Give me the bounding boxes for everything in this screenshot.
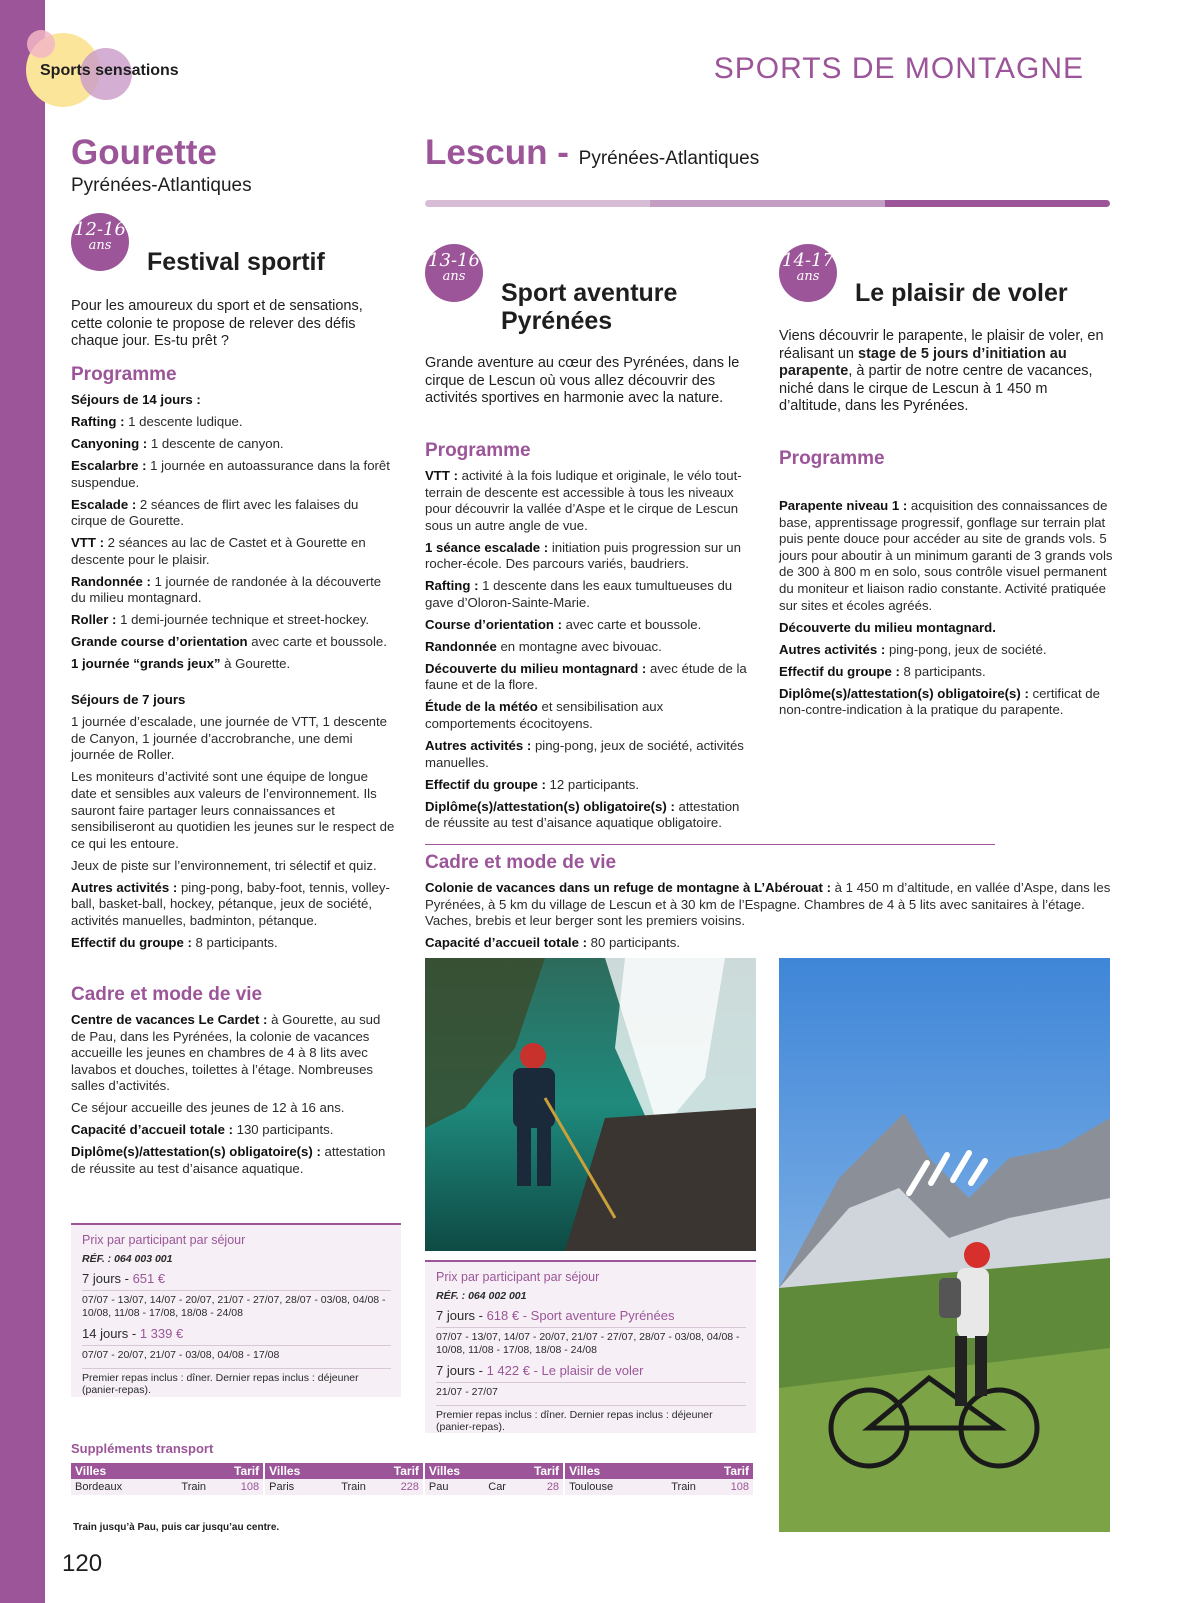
price-line xyxy=(436,1308,746,1323)
intro-part: Viens découvrir le parapente, le plaisir de voler, en réalisant un xyxy=(779,328,1104,362)
header-bar-dark xyxy=(885,200,1110,207)
line-label: Capacité d’accueil totale : xyxy=(425,935,587,951)
price-label: - Sport aventure Pyrénées xyxy=(519,1308,675,1323)
programme-line xyxy=(71,714,396,764)
price-amount: 1 422 € xyxy=(486,1363,530,1378)
plaisir-voler-intro xyxy=(779,328,1109,416)
price-line xyxy=(82,1271,391,1286)
price-amount: 651 € xyxy=(132,1271,166,1286)
gourette-cadre-body xyxy=(71,1012,396,1183)
city-cell: Bordeaux xyxy=(71,1479,158,1495)
cadre-line xyxy=(425,935,1115,952)
pink-circle-decoration xyxy=(27,30,55,58)
line-label: Effectif du groupe : xyxy=(71,934,192,950)
lescun-price-box xyxy=(425,1260,756,1433)
col-header-city: Villes xyxy=(424,1463,510,1479)
line-text: 80 participants. xyxy=(586,935,681,951)
line-text: acquisition des connaissances de base, apprentissage progressif, gonflage sur terrain plat puis pente douce pour accéder au site de grands vols. 5 jours pour aboutir à un minimum garanti de 3 grands vols de 300 à 800 m en solo, sous contrôle visuel permanent du moniteur et liaison radio constante. Activité pratiquée sur sites et écoles agréés. xyxy=(779,498,1113,613)
programme-line xyxy=(425,777,755,794)
programme-line xyxy=(71,634,396,651)
cadre-line xyxy=(71,1144,396,1177)
line-text: attestation de réussite au test d’aisance aquatique. xyxy=(71,1144,386,1176)
programme-line xyxy=(71,414,396,431)
programme-line xyxy=(779,642,1114,659)
price-heading: Prix par participant par séjour xyxy=(436,1270,600,1284)
gourette-intro: Pour les amoureux du sport et de sensations, cette colonie te propose de relever des défis chaque jour. Es-tu prêt ? xyxy=(71,298,363,350)
price-heading: Prix par participant par séjour xyxy=(82,1233,246,1247)
supplements-header-row xyxy=(71,1463,754,1479)
programme-line xyxy=(71,497,396,530)
programme-line xyxy=(425,639,755,656)
tarif-cell: 108 xyxy=(700,1479,754,1495)
header-bar-light xyxy=(425,200,650,207)
line-label: Roller : xyxy=(71,612,117,628)
line-text: à Gourette. xyxy=(220,656,291,672)
price-dates: 07/07 - 20/07, 21/07 - 03/08, 04/08 - 17/08 xyxy=(82,1345,391,1362)
age-unit: ans xyxy=(796,269,820,284)
line-text: avec carte et boussole. xyxy=(562,616,702,632)
line-text: 1 journée en autoassurance dans la forêt suspendue. xyxy=(71,457,390,490)
programme-line xyxy=(71,612,396,629)
gourette-items-7 xyxy=(71,692,396,951)
line-label: Effectif du groupe : xyxy=(425,776,546,792)
programme-line xyxy=(71,392,396,409)
line-label: Rafting : xyxy=(425,578,479,594)
line-text: activité à la fois ludique et originale, le vélo tout-terrain de descente est accessible à tous les niveaux pour découvrir la vallée d’Aspe et le cirque de Lescun sous un autre angle de vue. xyxy=(425,468,742,533)
age-badge-plaisir-voler xyxy=(779,244,837,302)
section-title: SPORTS DE MONTAGNE xyxy=(713,52,1084,85)
line-text: initiation puis progression sur un rocher-école. Des parcours variés, baudriers. xyxy=(425,539,741,572)
line-text: 12 participants. xyxy=(545,776,639,792)
programme-line xyxy=(71,880,396,930)
line-text: Jeux de piste sur l’environnement, tri sélectif et quiz. xyxy=(71,857,377,873)
line-text: 1 descente de canyon. xyxy=(147,435,284,451)
programme-line xyxy=(71,458,396,491)
mode-cell: Train xyxy=(318,1479,370,1495)
line-label: Autres activités : xyxy=(425,738,532,754)
camp-title-sport-aventure: Sport aventure Pyrénées xyxy=(501,279,678,335)
line-label: Course d’orientation : xyxy=(425,616,563,632)
mode-cell: Train xyxy=(648,1479,700,1495)
col-header-tarif: Tarif xyxy=(700,1463,754,1479)
line-label: Découverte du milieu montagnard. xyxy=(779,619,996,635)
programme-line xyxy=(425,468,755,534)
programme-line xyxy=(425,540,755,573)
line-label: Randonnée : xyxy=(71,573,151,589)
lescun-region: Pyrénées-Atlantiques xyxy=(578,148,760,169)
mode-cell: Car xyxy=(469,1479,510,1495)
camp-title-plaisir-voler: Le plaisir de voler xyxy=(855,279,1068,307)
header-bar-mid xyxy=(650,200,885,207)
col-header-tarif: Tarif xyxy=(210,1463,264,1479)
line-label: Autres activités : xyxy=(779,641,886,657)
canyoning-illustration xyxy=(425,958,756,1251)
supplements-data-row xyxy=(71,1479,754,1495)
age-unit: ans xyxy=(88,238,112,253)
price-dates: 07/07 - 13/07, 14/07 - 20/07, 21/07 - 27/07, 28/07 - 03/08, 04/08 - 10/08, 11/08 - 17/08, 18/08 - 24/08 xyxy=(436,1327,746,1357)
sport-aventure-programme-body xyxy=(425,468,755,837)
line-text: ping-pong, baby-foot, tennis, volley-ball, basket-ball, hockey, pétanque, jeux de société, activités manuelles, badminton, pétanque. xyxy=(71,879,390,928)
programme-line xyxy=(71,535,396,568)
programme-line xyxy=(71,692,396,709)
line-label: Étude de la météo xyxy=(425,699,538,715)
line-label: Rafting : xyxy=(71,413,125,429)
line-label: Escalarbre : xyxy=(71,457,147,473)
line-text: en montagne avec bivouac. xyxy=(496,638,662,654)
programme-line xyxy=(425,699,755,732)
programme-line xyxy=(71,769,396,852)
spacer xyxy=(71,678,396,692)
intro-part: , à partir de notre centre de vacances, niché dans le cirque de Lescun à 1 450 m d’altitude, dans les Pyrénées. xyxy=(779,363,1093,415)
city-cell: Toulouse xyxy=(564,1479,648,1495)
line-label: Autres activités : xyxy=(71,879,178,895)
line-text: 2 séances au lac de Castet et à Gourette en descente pour le plaisir. xyxy=(71,535,366,567)
line-label: VTT : xyxy=(425,468,458,483)
programme-line xyxy=(425,738,755,771)
line-label: Séjours de 7 jours xyxy=(71,692,186,708)
price-amount: 1 339 € xyxy=(139,1326,184,1341)
lescun-cadre-heading: Cadre et mode de vie xyxy=(425,852,617,873)
price-note: Premier repas inclus : dîner. Dernier repas inclus : déjeuner (panier-repas). xyxy=(82,1368,391,1396)
col-header-city: Villes xyxy=(264,1463,370,1479)
line-label: Escalade : xyxy=(71,496,137,512)
col-header-tarif: Tarif xyxy=(510,1463,564,1479)
line-text: ping-pong, jeux de société. xyxy=(885,641,1047,657)
programme-line xyxy=(71,656,396,673)
price-note: Premier repas inclus : dîner. Dernier repas inclus : déjeuner (panier-repas). xyxy=(436,1405,746,1433)
age-badge-sport-aventure xyxy=(425,244,483,302)
gourette-programme-heading: Programme xyxy=(71,364,177,385)
price-line xyxy=(82,1326,391,1341)
gourette-price-box xyxy=(71,1223,401,1397)
line-text: 1 journée de randonée à la découverte du milieu montagnard. xyxy=(71,573,382,606)
line-label: VTT : xyxy=(71,535,104,551)
line-text: ping-pong, jeux de société, activités manuelles. xyxy=(425,738,744,770)
programme-line xyxy=(779,664,1114,681)
programme-line xyxy=(779,498,1114,614)
line-text: 8 participants. xyxy=(191,934,278,950)
line-label: Diplôme(s)/attestation(s) obligatoire(s) : xyxy=(779,685,1029,701)
line-text: 8 participants. xyxy=(899,663,986,679)
cadre-line xyxy=(71,1122,396,1139)
mountain-bike-illustration xyxy=(779,958,1110,1532)
cadre-line xyxy=(71,1100,396,1117)
line-label: Grande course d’orientation xyxy=(71,634,248,650)
cadre-line xyxy=(425,880,1115,930)
age-range: 12-16 xyxy=(74,219,126,240)
price-reference: RÉF. : 064 002 001 xyxy=(436,1290,527,1302)
city-cell: Paris xyxy=(264,1479,318,1495)
line-label: Découverte du milieu montagnard : xyxy=(425,660,647,676)
line-label: Diplôme(s)/attestation(s) obligatoire(s) : xyxy=(71,1144,321,1160)
intro-highlight: stage de 5 jours d’initiation au parapente xyxy=(779,345,1067,380)
line-text: avec étude de la faune et de la flore. xyxy=(425,660,747,693)
gourette-title: Gourette xyxy=(71,133,217,172)
lescun-cadre-body xyxy=(425,880,1115,957)
line-text: 130 participants. xyxy=(232,1122,334,1138)
gourette-cadre-heading: Cadre et mode de vie xyxy=(71,984,263,1005)
age-badge-gourette xyxy=(71,213,129,271)
lescun-title: Lescun - xyxy=(425,133,579,172)
line-text: 1 journée d’escalade, une journée de VTT, 1 descente de Canyon, 1 journée d’accrobranche, une demi journée de Roller. xyxy=(71,714,387,763)
line-text: à 1 450 m d’altitude, en vallée d’Aspe, dans les Pyrénées, à 5 km du village de Lescun et à 30 km de l’Espagne. Chambres de 4 à 5 lits avec sanitaires à l’étage. Vaches, brebis et leur berger sont les premiers voisins. xyxy=(425,880,1111,929)
plaisir-voler-programme-body xyxy=(779,498,1114,724)
price-duration: 7 jours - xyxy=(82,1271,133,1286)
category-tag: Sports sensations xyxy=(40,62,179,79)
line-label: Parapente niveau 1 : xyxy=(779,498,908,513)
section-divider xyxy=(425,844,995,845)
lescun-header xyxy=(425,133,759,173)
line-text: certificat de non-contre-indication à la pratique du parapente. xyxy=(779,685,1100,718)
line-label: Centre de vacances Le Cardet : xyxy=(71,1012,268,1027)
line-text: 1 descente ludique. xyxy=(124,413,243,429)
programme-line xyxy=(71,858,396,875)
sport-aventure-intro: Grande aventure au cœur des Pyrénées, dans le cirque de Lescun où vous allez découvrir des activités sportives en harmonie avec la nature. xyxy=(425,355,740,407)
plaisir-voler-programme-heading: Programme xyxy=(779,448,885,469)
programme-line xyxy=(779,686,1114,719)
tarif-cell: 228 xyxy=(370,1479,424,1495)
sport-aventure-programme-heading: Programme xyxy=(425,440,531,461)
supplements-table xyxy=(71,1463,755,1495)
gourette-programme-body xyxy=(71,392,396,957)
line-label: 1 journée “grands jeux” xyxy=(71,656,221,672)
mountain-bike-photo xyxy=(779,958,1110,1532)
price-line xyxy=(436,1363,746,1378)
side-color-band xyxy=(0,0,45,1603)
mode-cell: Train xyxy=(158,1479,210,1495)
cadre-line xyxy=(71,1012,396,1095)
canyoning-photo xyxy=(425,958,756,1251)
page-number: 120 xyxy=(62,1550,103,1577)
programme-line xyxy=(425,799,755,832)
transport-footnote: Train jusqu’à Pau, puis car jusqu’au centre. xyxy=(73,1522,280,1533)
age-range: 13-16 xyxy=(428,250,480,271)
price-amount: 618 € xyxy=(486,1308,520,1323)
price-duration: 7 jours - xyxy=(436,1308,487,1323)
programme-line xyxy=(71,436,396,453)
col-header-tarif: Tarif xyxy=(370,1463,424,1479)
tarif-cell: 108 xyxy=(210,1479,264,1495)
price-dates: 07/07 - 13/07, 14/07 - 20/07, 21/07 - 27/07, 28/07 - 03/08, 04/08 - 10/08, 11/08 - 17/08, 18/08 - 24/08 xyxy=(82,1290,391,1320)
line-text: attestation de réussite au test d’aisance aquatique obligatoire. xyxy=(425,798,740,831)
line-text: à Gourette, au sud de Pau, dans les Pyrénées, la colonie de vacances accueille les jeunes en chambres de 4 à 8 lits avec lavabos et douches, toilettes à l’étage. Nombreuses salles d’activités. xyxy=(71,1012,381,1094)
line-label: Capacité d’accueil totale : xyxy=(71,1122,233,1138)
line-text: 1 descente dans les eaux tumultueuses du gave d’Oloron-Sainte-Marie. xyxy=(425,578,733,610)
line-text: et sensibilisation aux comportements écocitoyens. xyxy=(425,699,664,732)
city-cell: Pau xyxy=(424,1479,469,1495)
supplements-title: Suppléments transport xyxy=(71,1441,214,1456)
price-duration: 7 jours - xyxy=(436,1363,487,1378)
price-duration: 14 jours - xyxy=(82,1326,140,1341)
programme-line xyxy=(71,574,396,607)
programme-line xyxy=(71,935,396,952)
line-label: Randonnée xyxy=(425,638,497,654)
camp-title-festival: Festival sportif xyxy=(147,248,325,276)
programme-line xyxy=(779,620,1114,637)
line-label: 1 séance escalade : xyxy=(425,539,549,555)
line-text: 1 demi-journée technique et street-hockey. xyxy=(116,612,370,628)
gourette-items-14 xyxy=(71,392,396,673)
price-reference: RÉF. : 064 003 001 xyxy=(82,1253,173,1265)
line-label: Effectif du groupe : xyxy=(779,663,900,679)
gourette-region: Pyrénées-Atlantiques xyxy=(71,175,252,196)
line-text: Les moniteurs d’activité sont une équipe de longue date et sensibles aux valeurs de l’environnement. Ils sauront faire partager leurs connaissances et sensibiliseront au quotidien les jeunes sur le respect de ce qui les entoure. xyxy=(71,769,395,851)
line-label: Diplôme(s)/attestation(s) obligatoire(s) : xyxy=(425,798,675,814)
age-unit: ans xyxy=(442,269,466,284)
col-header-city: Villes xyxy=(71,1463,210,1479)
price-dates: 21/07 - 27/07 xyxy=(436,1382,746,1399)
age-range: 14-17 xyxy=(782,250,834,271)
line-label: Canyoning : xyxy=(71,435,148,451)
programme-line xyxy=(425,661,755,694)
line-text: 2 séances de flirt avec les falaises du cirque de Gourette. xyxy=(71,496,359,529)
line-text: avec carte et boussole. xyxy=(247,634,387,650)
col-header-city: Villes xyxy=(564,1463,700,1479)
line-text: Ce séjour accueille des jeunes de 12 à 16 ans. xyxy=(71,1100,345,1116)
programme-line xyxy=(425,617,755,634)
tarif-cell: 28 xyxy=(510,1479,564,1495)
line-label: Colonie de vacances dans un refuge de montagne à L’Abérouat : xyxy=(425,880,831,895)
price-label: - Le plaisir de voler xyxy=(529,1363,644,1378)
programme-line xyxy=(425,578,755,611)
line-label: Séjours de 14 jours : xyxy=(71,392,201,407)
